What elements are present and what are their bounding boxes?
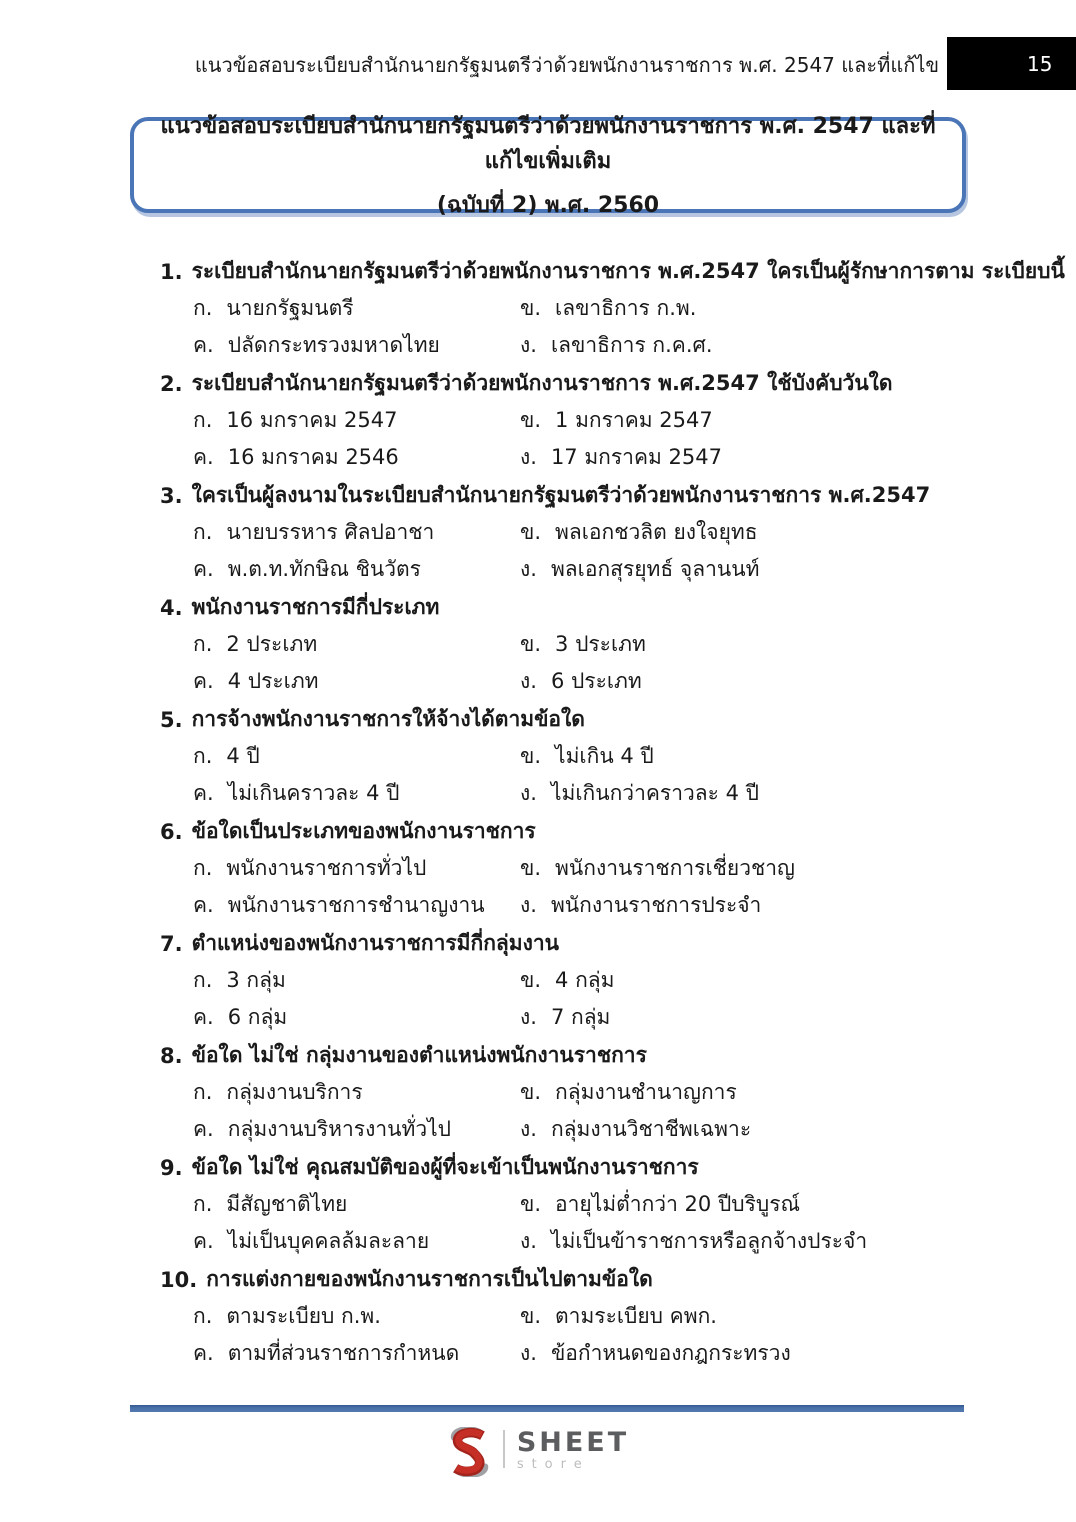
option-letter: ก. [193, 968, 213, 992]
option-text: เลขาธิการ ก.พ. [555, 296, 697, 320]
answer-option [193, 738, 520, 775]
question-text [130, 477, 966, 514]
answer-option [520, 775, 966, 812]
answer-option [520, 738, 966, 775]
answer-option [520, 439, 966, 476]
question-text [130, 1149, 966, 1186]
option-text: ข้อกำหนดของกฎกระทรวง [550, 1341, 791, 1365]
option-text: พนักงานราชการทั่วไป [226, 856, 427, 880]
answer-option [193, 1335, 520, 1372]
option-letter: ง. [520, 445, 537, 469]
option-text: 2 ประเภท [226, 632, 318, 656]
option-text: ตามที่ส่วนราชการกำหนด [227, 1341, 460, 1365]
option-text: อายุไม่ต่ำกว่า 20 ปีบริบูรณ์ [555, 1192, 800, 1216]
question-body: พนักงานราชการมีกี่ประเภท [191, 595, 440, 619]
option-text: ตามระเบียบ ก.พ. [226, 1304, 381, 1328]
answer-option [520, 1298, 966, 1335]
option-letter: ง. [520, 1341, 537, 1365]
question-body: ใครเป็นผู้ลงนามในระเบียบสำนักนายกรัฐมนตรีว่าด้วยพนักงานราชการ พ.ศ.2547 [191, 483, 931, 507]
answer-option [193, 999, 520, 1036]
question-number: 7. [160, 931, 183, 956]
question-text [130, 1261, 966, 1298]
option-letter: ข. [520, 1192, 542, 1216]
option-letter: ก. [193, 632, 213, 656]
question-number: 5. [160, 707, 183, 732]
answer-option [520, 514, 966, 551]
running-header: แนวข้อสอบระเบียบสำนักนายกรัฐมนตรีว่าด้วยพนักงานราชการ พ.ศ. 2547 และที่แก้ไข [194, 53, 940, 77]
logo-s-icon [447, 1427, 493, 1477]
answer-option [193, 1111, 520, 1148]
option-text: ตามระเบียบ คพก. [555, 1304, 717, 1328]
option-letter: ข. [520, 1304, 542, 1328]
answer-options [130, 738, 966, 812]
answer-option [193, 551, 520, 588]
option-text: พนักงานราชการชำนาญงาน [227, 893, 485, 917]
answer-option [193, 290, 520, 327]
answer-option [520, 999, 966, 1036]
option-letter: ก. [193, 408, 213, 432]
option-letter: ง. [520, 1229, 537, 1253]
option-text: ปลัดกระทรวงมหาดไทย [227, 333, 440, 357]
answer-option [520, 290, 966, 327]
question-body: ข้อใด ไม่ใช่ คุณสมบัติของผู้ที่จะเข้าเป็นพนักงานราชการ [191, 1155, 699, 1179]
answer-option [193, 1298, 520, 1335]
answer-options [130, 514, 966, 588]
option-text: ไม่เกินคราวละ 4 ปี [227, 781, 400, 805]
option-text: กลุ่มงานวิชาชีพเฉพาะ [550, 1117, 752, 1141]
answer-option [520, 962, 966, 999]
option-letter: ข. [520, 520, 542, 544]
option-letter: ค. [193, 781, 214, 805]
answer-option [193, 663, 520, 700]
answer-options [130, 402, 966, 476]
question-block [130, 813, 966, 924]
option-text: ไม่เป็นข้าราชการหรือลูกจ้างประจำ [550, 1229, 868, 1253]
option-letter: ก. [193, 856, 213, 880]
question-block [130, 589, 966, 700]
answer-option [520, 402, 966, 439]
questions-list [130, 253, 1065, 1373]
option-letter: ก. [193, 744, 213, 768]
answer-option [193, 626, 520, 663]
answer-option [520, 1111, 966, 1148]
title-line-1: แนวข้อสอบระเบียบสำนักนายกรัฐมนตรีว่าด้วยพนักงานราชการ พ.ศ. 2547 และที่แก้ไขเพิ่มเติม [160, 114, 936, 174]
question-body: การจ้างพนักงานราชการให้จ้างได้ตามข้อใด [191, 707, 585, 731]
answer-option [193, 402, 520, 439]
option-letter: ค. [193, 893, 214, 917]
answer-option [193, 514, 520, 551]
question-block [130, 1261, 966, 1372]
option-letter: ข. [520, 968, 542, 992]
option-text: 3 กลุ่ม [226, 968, 286, 992]
answer-option [193, 962, 520, 999]
option-text: พนักงานราชการประจำ [550, 893, 762, 917]
question-number: 3. [160, 483, 183, 508]
option-text: พ.ต.ท.ทักษิณ ชินวัตร [227, 557, 421, 581]
option-letter: ง. [520, 557, 537, 581]
option-text: 4 ปี [226, 744, 260, 768]
question-text [130, 1037, 966, 1074]
footer-divider-rule [130, 1405, 964, 1412]
option-letter: ข. [520, 1080, 542, 1104]
answer-option [193, 327, 520, 364]
question-text [130, 253, 1065, 290]
option-letter: ข. [520, 744, 542, 768]
answer-options [130, 850, 966, 924]
page-number: 15 [1027, 51, 1053, 76]
answer-option [193, 850, 520, 887]
answer-option [520, 626, 966, 663]
option-text: กลุ่มงานบริการ [226, 1080, 363, 1104]
answer-options [130, 962, 966, 1036]
option-letter: ก. [193, 1192, 213, 1216]
option-letter: ค. [193, 1229, 214, 1253]
answer-option [520, 1074, 966, 1111]
option-letter: ง. [520, 781, 537, 805]
option-text: 3 ประเภท [555, 632, 646, 656]
question-number: 1. [160, 259, 183, 284]
option-letter: ค. [193, 557, 214, 581]
option-text: 16 มกราคม 2547 [226, 408, 398, 432]
question-text [130, 365, 966, 402]
option-text: พนักงานราชการเชี่ยวชาญ [555, 856, 795, 880]
logo-divider [503, 1430, 505, 1468]
question-block [130, 1149, 966, 1260]
option-letter: ค. [193, 1341, 214, 1365]
option-text: 7 กลุ่ม [550, 1005, 611, 1029]
question-number: 8. [160, 1043, 183, 1068]
logo-text [517, 1427, 629, 1472]
option-letter: ง. [520, 1117, 537, 1141]
question-body: การแต่งกายของพนักงานราชการเป็นไปตามข้อใด [206, 1267, 653, 1291]
logo-name: SHEET [516, 1427, 630, 1458]
option-letter: ก. [193, 1080, 213, 1104]
answer-option [193, 1186, 520, 1223]
option-text: 1 มกราคม 2547 [555, 408, 713, 432]
answer-options [130, 1298, 966, 1372]
option-text: ไม่เกิน 4 ปี [555, 744, 654, 768]
option-letter: ข. [520, 856, 542, 880]
option-text: นายกรัฐมนตรี [226, 296, 354, 320]
question-block [130, 1037, 966, 1148]
answer-option [520, 327, 966, 364]
option-letter: ง. [520, 1005, 537, 1029]
answer-option [193, 1074, 520, 1111]
option-text: พลเอกสุรยุทธ์ จุลานนท์ [550, 557, 760, 581]
option-letter: ค. [193, 1005, 214, 1029]
question-body: ข้อใดเป็นประเภทของพนักงานราชการ [191, 819, 536, 843]
option-text: 6 กลุ่ม [227, 1005, 288, 1029]
option-text: กลุ่มงานบริหารงานทั่วไป [227, 1117, 452, 1141]
option-text: 16 มกราคม 2546 [227, 445, 399, 469]
question-body: ระเบียบสำนักนายกรัฐมนตรีว่าด้วยพนักงานราชการ พ.ศ.2547 ใครเป็นผู้รักษาการตาม ระเบียบนี้ [191, 259, 1065, 283]
question-block [130, 477, 966, 588]
answer-option [520, 887, 966, 924]
option-text: พลเอกชวลิต ยงใจยุทธ [555, 520, 758, 544]
option-letter: ข. [520, 408, 542, 432]
option-text: ไม่เกินกว่าคราวละ 4 ปี [550, 781, 759, 805]
logo-subtext: store [516, 1457, 590, 1472]
option-text: เลขาธิการ ก.ค.ศ. [550, 333, 713, 357]
question-number: 10. [160, 1267, 198, 1292]
question-number: 9. [160, 1155, 183, 1180]
option-letter: ค. [193, 669, 214, 693]
answer-option [193, 1223, 520, 1260]
option-letter: ข. [520, 296, 542, 320]
title-box [130, 114, 966, 218]
question-body: ข้อใด ไม่ใช่ กลุ่มงานของตำแหน่งพนักงานราชการ [191, 1043, 647, 1067]
answer-option [193, 439, 520, 476]
option-text: 4 กลุ่ม [555, 968, 615, 992]
question-number: 4. [160, 595, 183, 620]
answer-option [193, 887, 520, 924]
question-block [130, 365, 966, 476]
question-text [130, 589, 966, 626]
option-letter: ง. [520, 669, 537, 693]
answer-option [520, 663, 966, 700]
title-line-2: (ฉบับที่ 2) พ.ศ. 2560 [436, 193, 660, 218]
question-body: ตำแหน่งของพนักงานราชการมีกี่กลุ่มงาน [191, 931, 560, 955]
answer-option [520, 1223, 966, 1260]
option-text: 17 มกราคม 2547 [550, 445, 722, 469]
answer-options [130, 1186, 966, 1260]
answer-option [520, 551, 966, 588]
question-number: 2. [160, 371, 183, 396]
question-text [130, 701, 966, 738]
option-letter: ค. [193, 333, 214, 357]
option-text: 4 ประเภท [227, 669, 319, 693]
option-text: กลุ่มงานชำนาญการ [555, 1080, 737, 1104]
sheet-store-logo [0, 1427, 1076, 1477]
option-letter: ข. [520, 632, 542, 656]
question-text [130, 925, 966, 962]
question-text [130, 813, 966, 850]
answer-options [130, 626, 966, 700]
question-block [130, 925, 966, 1036]
answer-option [520, 850, 966, 887]
option-letter: ค. [193, 1117, 214, 1141]
option-text: นายบรรหาร ศิลปอาชา [226, 520, 435, 544]
answer-option [193, 775, 520, 812]
answer-options [130, 1074, 966, 1148]
option-letter: ก. [193, 520, 213, 544]
answer-option [520, 1186, 966, 1223]
page-number-box [947, 37, 1076, 90]
question-block [130, 253, 1065, 364]
answer-option [520, 1335, 966, 1372]
option-text: 6 ประเภท [550, 669, 642, 693]
option-text: มีสัญชาติไทย [226, 1192, 348, 1216]
option-letter: ค. [193, 445, 214, 469]
option-letter: ง. [520, 333, 537, 357]
option-text: ไม่เป็นบุคคลล้มละลาย [227, 1229, 430, 1253]
question-block [130, 701, 966, 812]
question-body: ระเบียบสำนักนายกรัฐมนตรีว่าด้วยพนักงานราชการ พ.ศ.2547 ใช้บังคับวันใด [191, 371, 893, 395]
option-letter: ง. [520, 893, 537, 917]
option-letter: ก. [193, 1304, 213, 1328]
answer-options [130, 290, 966, 364]
question-number: 6. [160, 819, 183, 844]
option-letter: ก. [193, 296, 213, 320]
